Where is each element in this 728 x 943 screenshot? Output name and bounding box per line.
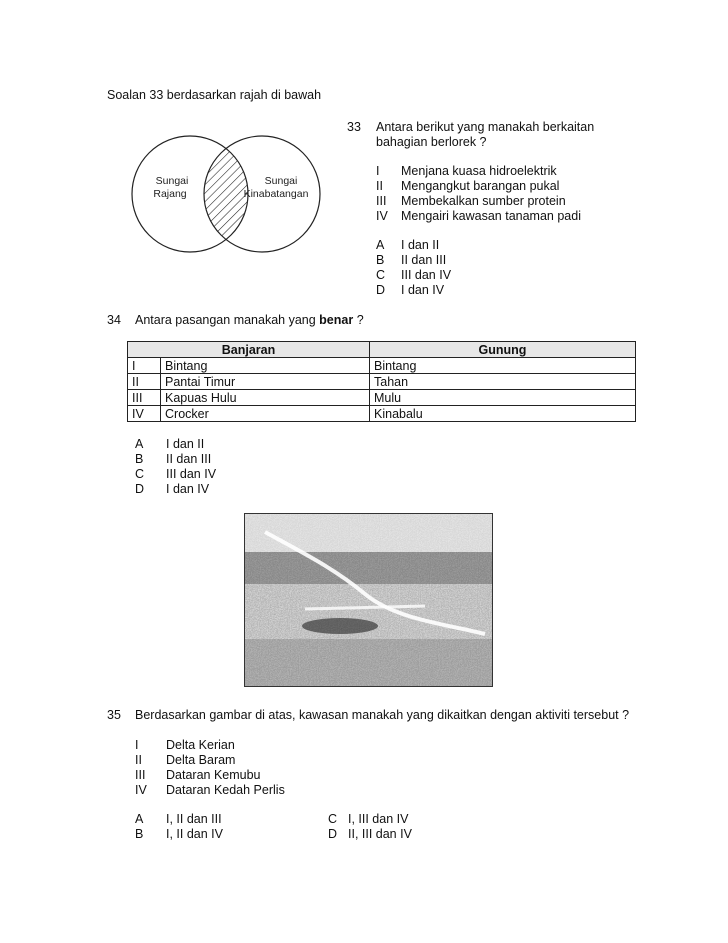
venn-left-label-1: Sungai	[155, 175, 189, 187]
q34-pairs-table	[127, 341, 636, 422]
table-header-row	[128, 342, 636, 358]
q34-number: 34	[107, 313, 121, 327]
table-row: IV Crocker Kinabalu	[128, 406, 636, 422]
table-row: II Pantai Timur Tahan	[128, 374, 636, 390]
venn-diagram	[128, 134, 326, 256]
header-gunung: Gunung	[370, 342, 636, 358]
venn-right-label-1: Sungai	[264, 175, 298, 187]
q33-stem-line-2: bahagian berlorek ?	[376, 135, 487, 149]
venn-left-label-2: Rajang	[153, 188, 187, 200]
q35-number: 35	[107, 708, 121, 722]
q34-stem: Antara pasangan manakah yang benar ?	[135, 313, 364, 327]
venn-right-label-2: Kinabatangan	[243, 188, 309, 200]
q33-stem-line-1: Antara berikut yang manakah berkaitan	[376, 120, 595, 134]
section-intro: Soalan 33 berdasarkan rajah di bawah	[107, 88, 322, 102]
activity-photo	[244, 513, 493, 687]
table-row: III Kapuas Hulu Mulu	[128, 390, 636, 406]
q33-number: 33	[347, 120, 361, 134]
q35-stem: Berdasarkan gambar di atas, kawasan manakah yang dikaitkan dengan aktiviti tersebut ?	[135, 708, 630, 722]
table-row: I Bintang Bintang	[128, 358, 636, 374]
header-banjaran: Banjaran	[128, 342, 370, 358]
